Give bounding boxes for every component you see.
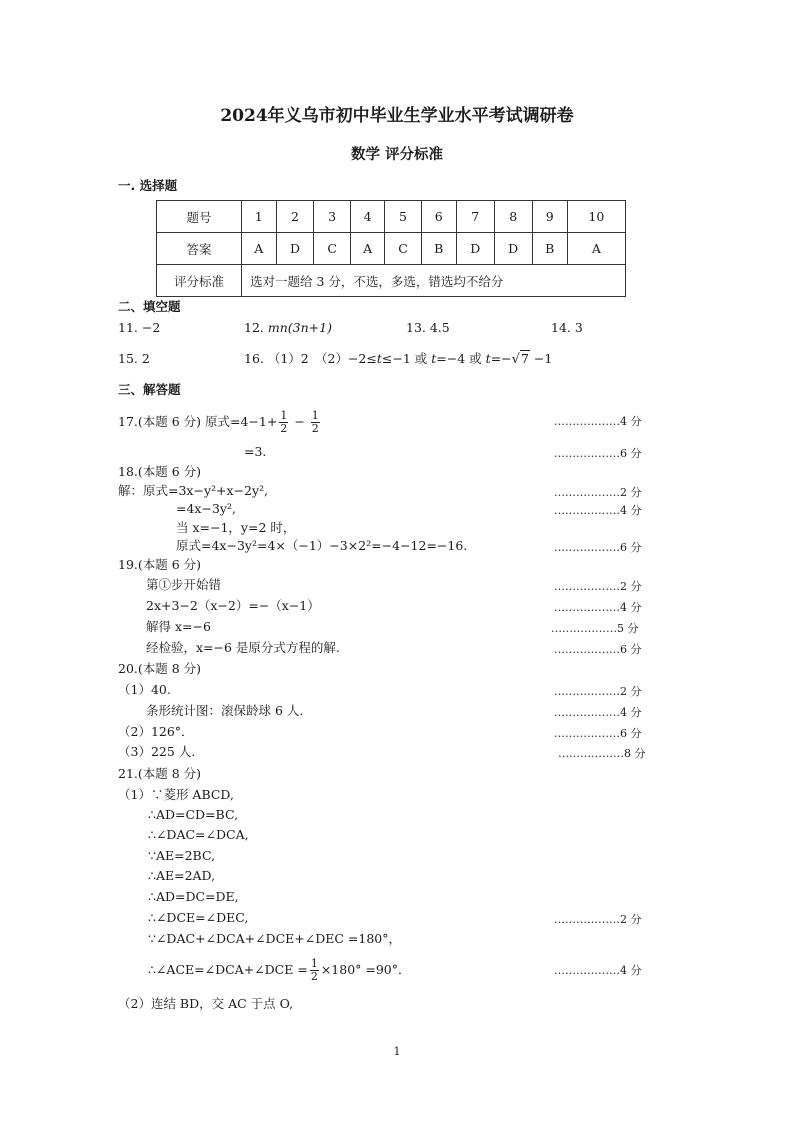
table-cell-number: 4 <box>350 201 385 233</box>
q19-score-1: ………………2 分 <box>554 580 642 593</box>
table-header-label: 题号 <box>157 201 242 233</box>
q19-line1: 第①步开始错 <box>146 577 222 592</box>
q20-score-1: ………………2 分 <box>554 685 642 698</box>
table-row-numbers <box>157 201 626 233</box>
table-cell-number: 6 <box>421 201 456 233</box>
q17-score-2: ………………6 分 <box>554 447 642 460</box>
fraction-denominator: 2 <box>311 422 319 435</box>
q20-score-3: ………………6 分 <box>554 727 642 740</box>
table-cell-answer: A <box>242 233 277 265</box>
q21-line1: （1）∵菱形 ABCD, <box>118 787 234 802</box>
q20-line1: （1）40. <box>118 682 171 697</box>
answer-q13: 13. 4.5 <box>406 320 450 335</box>
q21-line9 <box>148 956 411 984</box>
q18-line3: 当 x=−1，y=2 时， <box>176 520 296 535</box>
q18-line1: 解：原式=3x−y²+x−2y², <box>118 483 269 498</box>
table-cell-answer: A <box>350 233 385 265</box>
q16-part-c: =−4 或 <box>436 351 486 366</box>
q20-line4: （3）225 人. <box>118 744 196 759</box>
table-answer-label: 答案 <box>157 233 242 265</box>
table-cell-answer: D <box>494 233 532 265</box>
q16-part-b: ≤−1 或 <box>381 351 432 366</box>
q19-line3: 解得 x=−6 <box>146 619 211 634</box>
section-solve-heading: 三、解答题 <box>118 382 181 397</box>
table-cell-answer: B <box>421 233 456 265</box>
q19-head: 19.(本题 6 分) <box>118 557 202 572</box>
q21-line8: ∵∠DAC+∠DCA+∠DCE+∠DEC =180°， <box>148 931 401 946</box>
answer-q14: 14. 3 <box>551 320 583 335</box>
q19-score-2: ………………4 分 <box>554 601 642 614</box>
q19-line4: 经检验，x=−6 是原分式方程的解. <box>146 640 340 655</box>
page-subtitle: 数学 评分标准 <box>350 146 444 163</box>
q16-part-a: 16. （1）2 （2）−2≤ <box>244 351 377 366</box>
page-title: 2024年义乌市初中毕业生学业水平考试调研卷 <box>220 106 574 126</box>
answer-q15: 15. 2 <box>118 351 150 366</box>
table-cell-number: 7 <box>456 201 494 233</box>
section-fill-heading: 二、填空题 <box>118 299 181 314</box>
answer-q11: 11. −2 <box>118 320 161 335</box>
table-cell-answer: D <box>276 233 314 265</box>
q18-head: 18.(本题 6 分) <box>118 464 202 479</box>
q20-line2: 条形统计图：滚保龄球 6 人. <box>146 703 304 718</box>
answer-table <box>156 200 626 297</box>
table-standard-label: 评分标准 <box>157 265 242 297</box>
fraction-denominator: 2 <box>280 422 288 435</box>
q17-score-1: ………………4 分 <box>554 415 642 428</box>
q18-line4: 原式=4x−3y²=4×（−1）−3×2²=−4−12=−16. <box>176 538 468 553</box>
table-standard-text: 选对一题给 3 分，不选，多选，错选均不给分 <box>242 265 626 297</box>
q18-line2: =4x−3y², <box>176 501 236 516</box>
q17-line1 <box>118 408 322 436</box>
section-choice-heading: 一. 选择题 <box>118 178 178 193</box>
q19-score-4: ………………6 分 <box>554 643 642 656</box>
q18-score-1: ………………2 分 <box>554 486 642 499</box>
q20-score-2: ………………4 分 <box>554 706 642 719</box>
table-cell-answer: C <box>385 233 421 265</box>
table-cell-number: 8 <box>494 201 532 233</box>
table-cell-number: 3 <box>314 201 350 233</box>
q21-line10: （2）连结 BD，交 AC 于点 O, <box>118 996 294 1011</box>
q21-line9-a: ∴∠ACE=∠DCA+∠DCE = <box>148 962 308 977</box>
fraction-denominator: 2 <box>310 970 318 983</box>
q16-radicand: 7 <box>520 351 529 366</box>
q21-line6: ∴AD=DC=DE, <box>148 889 239 904</box>
q20-score-4: ………………8 分 <box>558 747 646 760</box>
table-cell-answer: D <box>456 233 494 265</box>
q21-line5: ∴AE=2AD, <box>148 868 216 883</box>
table-cell-answer: A <box>567 233 625 265</box>
q21-head: 21.(本题 8 分) <box>118 766 202 781</box>
q17-fraction-a <box>279 410 288 434</box>
q17-minus: − <box>290 414 309 429</box>
table-cell-answer: C <box>314 233 350 265</box>
q18-score-3: ………………6 分 <box>554 541 642 554</box>
table-cell-number: 1 <box>242 201 277 233</box>
q21-line3: ∴∠DAC=∠DCA, <box>148 827 249 842</box>
q12-expression: mn(3n+1) <box>267 320 332 335</box>
q16-part-d: =− <box>490 351 512 366</box>
q17-line2: =3. <box>244 444 267 459</box>
q20-head: 20.(本题 8 分) <box>118 661 202 676</box>
q21-line9-b: ×180° =90°． <box>320 962 411 977</box>
page-number: 1 <box>393 1045 401 1058</box>
q21-score-1: ………………2 分 <box>554 913 642 926</box>
table-cell-number: 10 <box>567 201 625 233</box>
table-row-standard <box>157 265 626 297</box>
q21-score-2: ………………4 分 <box>554 964 642 977</box>
q21-line2: ∴AD=CD=BC, <box>148 807 239 822</box>
sqrt-symbol: √ <box>511 352 520 367</box>
fraction-numerator: 1 <box>311 409 319 423</box>
q21-line4: ∵AE=2BC, <box>148 848 216 863</box>
q17-fraction-b <box>311 410 320 434</box>
fraction-numerator: 1 <box>280 409 288 423</box>
q17-head: 17.(本题 6 分) 原式=4−1+ <box>118 414 278 429</box>
q19-score-3: ………………5 分 <box>551 622 639 635</box>
table-row-answers <box>157 233 626 265</box>
answer-q12 <box>244 322 332 335</box>
q20-line3: （2）126°． <box>118 724 194 739</box>
answer-q16: 16. （1）2 （2）−2≤t≤−1 或 t=−4 或 t=−√7 −1 <box>244 351 553 367</box>
table-cell-number: 2 <box>276 201 314 233</box>
fraction-numerator: 1 <box>310 957 318 971</box>
q16-part-f: −1 <box>529 351 553 366</box>
q21-fraction <box>310 958 319 982</box>
q12-label: 12. <box>244 320 268 335</box>
table-cell-number: 5 <box>385 201 421 233</box>
q19-line2: 2x+3−2（x−2）=−（x−1） <box>146 598 320 613</box>
table-cell-answer: B <box>532 233 567 265</box>
table-cell-number: 9 <box>532 201 567 233</box>
q18-score-2: ………………4 分 <box>554 504 642 517</box>
q21-line7: ∴∠DCE=∠DEC, <box>148 910 249 925</box>
